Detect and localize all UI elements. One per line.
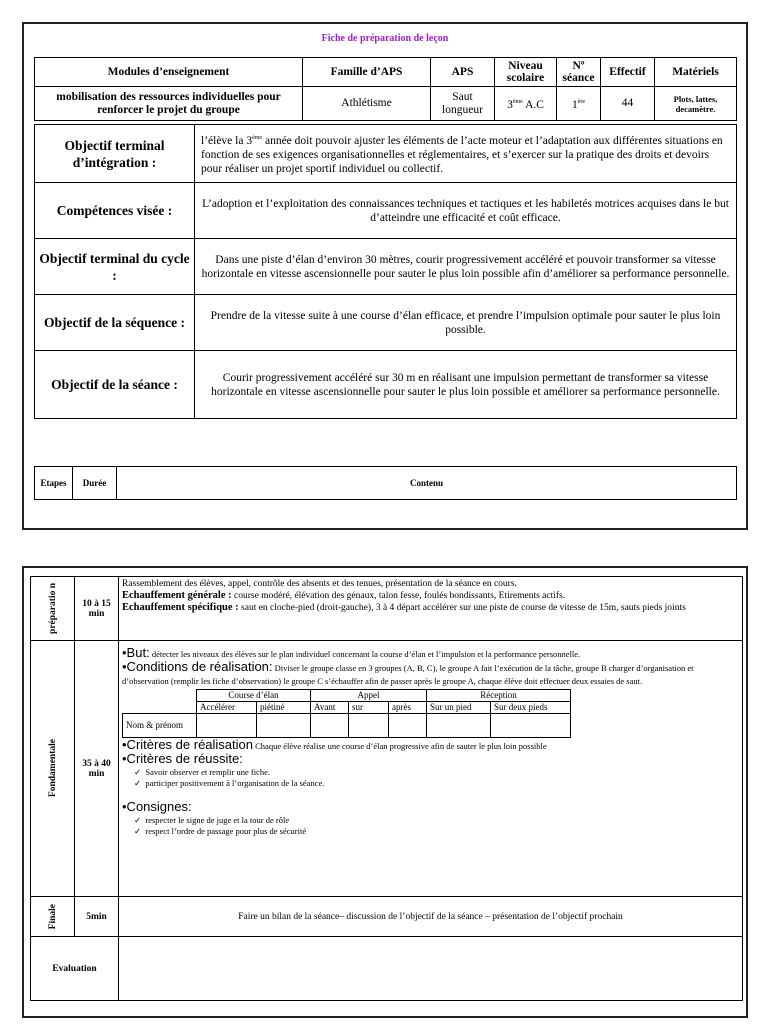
header-modules: Modules d’enseignement	[35, 58, 303, 87]
header-famille: Famille d’APS	[303, 58, 431, 87]
objective-label-seance: Objectif de la séance :	[35, 351, 195, 419]
objective-text-sequence: Prendre de la vitesse suite à une course d’élan efficace, et prendre l’impulsion optimale pour sauter le plus loin possible.	[195, 295, 737, 351]
objective-text-integration: l’élève la 3ème année doit pouvoir ajuster les éléments de l’acte moteur et l’adaptation aux différentes situations en fonction de ses exigences organisationnelles et réglementaires, et s’exercer sur la pratique des droits et devoirs pour réaliser un projet sportif individuel ou collectif.	[195, 125, 737, 183]
objective-text-competences: L’adoption et l’exploitation des connaissances techniques et tactiques et les habiletés motrices acquises dans le but d’atteindre une efficacité et coût efficace.	[195, 183, 737, 239]
obs-row-nom-prenom: Nom & prénom	[123, 714, 197, 738]
objective-label-sequence: Objectif de la séquence :	[35, 295, 195, 351]
lesson-sheet-page-2	[22, 566, 748, 1018]
consigne-1: ✓ respecter le signe de juge et la tour de rôle	[134, 815, 290, 825]
step-duration-fondamentale: 35 à 40 min	[75, 641, 119, 897]
steps-header-table	[34, 466, 737, 500]
steps-header-etapes: Etapes	[35, 467, 73, 500]
objectives-table	[34, 124, 737, 419]
obs-sub-pietine: piétiné	[257, 702, 311, 714]
header-seance: Nº séance	[557, 58, 601, 87]
objective-text-seance: Courir progressivement accéléré sur 30 m en réalisant une impulsion permettant de transformer sa vitesse horizontale en vitesse ascensionnelle pour sauter le plus loin possible et améliorer sa performance personnelle.	[195, 351, 737, 419]
steps-header-duree: Durée	[73, 467, 117, 500]
header-effectif: Effectif	[601, 58, 655, 87]
step-content-preparation: Rassemblement des élèves, appel, contrôle des absents et des tenues, présentation de la séance en cours. Echauffement générale : course modéré, élévation des génaux, talon fesse, foulés bondissants, Etirements actifs. Echauffement spécifique : saut en cloche-pied (droit-gauche), 3 à 4 départ accélérer sur une piste de course de vitesse de 15m, sauts pieds joints	[119, 577, 743, 641]
step-duration-preparation: 10 à 15 min	[75, 577, 119, 641]
observation-grid	[122, 689, 571, 738]
value-materiels: Plots, lattes, decamètre.	[655, 87, 737, 121]
header-niveau: Niveau scolaire	[495, 58, 557, 87]
obs-sub-sur-un-pied: Sur un pied	[427, 702, 491, 714]
obs-sub-accelerer: Accélérer	[197, 702, 257, 714]
step-content-fondamentale: •But: détecter les niveaux des élèves sur le plan individuel concernant la course d’élan et l’impulsion et la performance personnelle. •Conditions de réalisation: Diviser le groupe classe en 3 groupes (A, B, C), le groupe A fait l’exécution de la tâche, groupe B charger d’organisation et d’observation (remplir les fiche d’observation) le groupe C s’échauffer afin de passer après le groupe A, chaque élève doit effectuer deux essaies de saut. Course d’élan Appel Réception Accélérer piétiné Avant sur après Sur un pied Sur deux pieds Nom & prénom •Critères de réalisation Chaque élève réalise une course d’élan progressive afin de sauter le plus loin possible •Critères de réussite: ✓ Savoir observer et remplir une fiche. ✓ participer positivement à l’organisation de la séance. •Consignes: ✓ respecter le signe de juge et la tour de rôle ✓ respect l’ordre de passage pour plus de sécurité	[119, 641, 743, 897]
obs-sub-apres: après	[389, 702, 427, 714]
obs-group-appel: Appel	[311, 690, 427, 702]
step-label-fondamentale: Fondamentale	[47, 739, 58, 798]
step-label-preparation: préparatio n	[47, 583, 58, 634]
step-row-finale	[31, 897, 743, 937]
value-niveau: 3ème A.C	[495, 87, 557, 121]
obs-group-course: Course d’élan	[197, 690, 311, 702]
header-aps: APS	[431, 58, 495, 87]
lesson-steps-table	[30, 576, 743, 1001]
objective-label-competences: Compétences visée :	[35, 183, 195, 239]
obs-sub-avant: Avant	[311, 702, 349, 714]
step-duration-finale: 5min	[75, 897, 119, 937]
step-label-evaluation: Evaluation	[31, 937, 119, 1001]
header-materiels: Matériels	[655, 58, 737, 87]
step-row-fondamentale	[31, 641, 743, 897]
value-effectif: 44	[601, 87, 655, 121]
step-label-finale: Finale	[47, 903, 58, 930]
steps-header-contenu: Contenu	[117, 467, 737, 500]
obs-group-reception: Réception	[427, 690, 571, 702]
lesson-sheet-page-1	[22, 22, 748, 530]
header-table	[34, 57, 737, 121]
step-row-evaluation	[31, 937, 743, 1001]
step-row-preparation	[31, 577, 743, 641]
objective-label-cycle: Objectif terminal du cycle :	[35, 239, 195, 295]
obs-sub-sur-deux-pieds: Sur deux pieds	[491, 702, 571, 714]
value-famille: Athlétisme	[303, 87, 431, 121]
step-content-evaluation	[119, 937, 743, 1001]
value-seance: 1ère	[557, 87, 601, 121]
obs-sub-sur: sur	[349, 702, 389, 714]
success-criterion-2: ✓ participer positivement à l’organisation de la séance.	[134, 778, 325, 788]
objective-label-integration: Objectif terminal d’intégration :	[35, 125, 195, 183]
sheet-title: Fiche de préparation de leçon	[321, 33, 449, 44]
value-aps: Saut longueur	[431, 87, 495, 121]
step-content-finale: Faire un bilan de la séance– discussion de l’objectif de la séance – présentation de l’objectif prochain	[119, 897, 743, 937]
consigne-2: ✓ respect l’ordre de passage pour plus de sécurité	[134, 826, 307, 836]
success-criterion-1: ✓ Savoir observer et remplir une fiche.	[134, 767, 270, 777]
objective-text-cycle: Dans une piste d’élan d’environ 30 mètres, courir progressivement accéléré et pouvoir transformer sa vitesse horizontale en vitesse ascensionnelle pour sauter le plus loin possible afin d’améliorer sa performance personnelle.	[195, 239, 737, 295]
value-modules: mobilisation des ressources individuelles pour renforcer le projet du groupe	[35, 87, 303, 121]
